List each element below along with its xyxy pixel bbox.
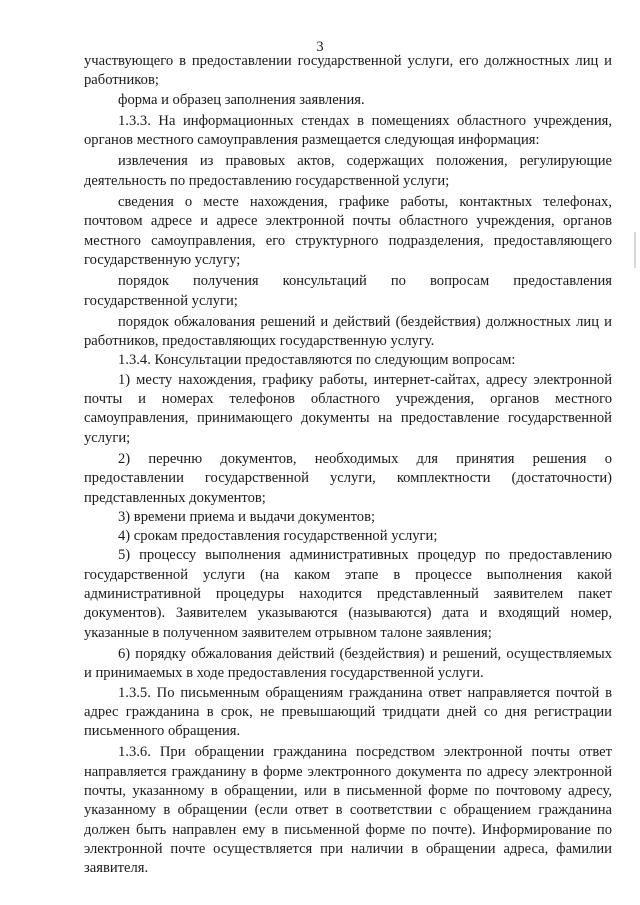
paragraph-consultation-procedure: порядок получения консультаций по вопросам предоставления государственной услуги; bbox=[84, 273, 612, 309]
list-item-5: 5) процессу выполнения административных процедур по предоставлению государственной услуги (на каком этапе в процессе выполнения какой административной процедуры находится представленный заявителем пакет документов). Заявителем указываются (называются) дата и входящий номер, указанные в полученном заявителем отрывном талоне заявления; bbox=[84, 547, 612, 641]
list-item-6: 6) порядку обжалования действий (бездействия) и решений, осуществляемых и принимаемых в ходе предоставления государственной услуги. bbox=[84, 645, 612, 682]
paragraph-legal-extracts: извлечения из правовых актов, содержащих положения, регулирующие деятельность по предоставлению государственной услуги; bbox=[84, 153, 612, 189]
list-item-4: 4) срокам предоставления государственной услуги; bbox=[118, 528, 438, 545]
paragraph-continuation: участвующего в предоставлении государственной услуги, его должностных лиц и работников; bbox=[84, 53, 612, 89]
paragraph-1-3-3: 1.3.3. На информационных стендах в помещениях областного учреждения, органов местного самоуправления размещается следующая информация: bbox=[84, 112, 612, 149]
document-body bbox=[84, 52, 612, 878]
paragraph-location-info: сведения о месте нахождения, графике работы, контактных телефонах, почтовом адресе и адресе электронной почты областного учреждения, органов местного самоуправления, его структурного подразделения, предоставляющего государственную услугу; bbox=[84, 194, 612, 268]
list-item-1: 1) месту нахождения, графику работы, интернет-сайтах, адресу электронной почты и номерах телефонов областного учреждения, органов местного самоуправления, принимающего документы на предоставление государственной услуги; bbox=[84, 371, 612, 446]
paragraph-1-3-6: 1.3.6. При обращении гражданина посредством электронной почты ответ направляется гражданину в форме электронного документа по адресу электронной почты, указанному в обращении, или в письменной форме по почтовому адресу, указанному в обращении (если ответ в соответствии с обращением гражданина должен быть направлен ему в письменной форме по почте). Информирование по электронной почте осуществляется при наличии в обращении адреса, фамилии заявителя. bbox=[84, 744, 612, 877]
paragraph-form-sample: форма и образец заполнения заявления. bbox=[118, 91, 365, 108]
list-item-3: 3) времени приема и выдачи документов; bbox=[118, 508, 376, 525]
page-number: 3 bbox=[316, 39, 324, 55]
paragraph-appeal-procedure: порядок обжалования решений и действий (бездействия) должностных лиц и работников, предоставляющих государственную услугу. bbox=[84, 313, 612, 350]
paragraph-1-3-4: 1.3.4. Консультации предоставляются по следующим вопросам: bbox=[118, 352, 516, 369]
scan-edge-mark bbox=[634, 232, 636, 268]
paragraph-1-3-5: 1.3.5. По письменным обращениям гражданина ответ направляется почтой в адрес гражданина в срок, не превышающий тридцати дней со дня регистрации письменного обращения. bbox=[84, 684, 612, 740]
list-item-2: 2) перечню документов, необходимых для принятия решения о предоставлении государственной услуги, комплектности (достаточности) представленных документов; bbox=[84, 450, 612, 506]
